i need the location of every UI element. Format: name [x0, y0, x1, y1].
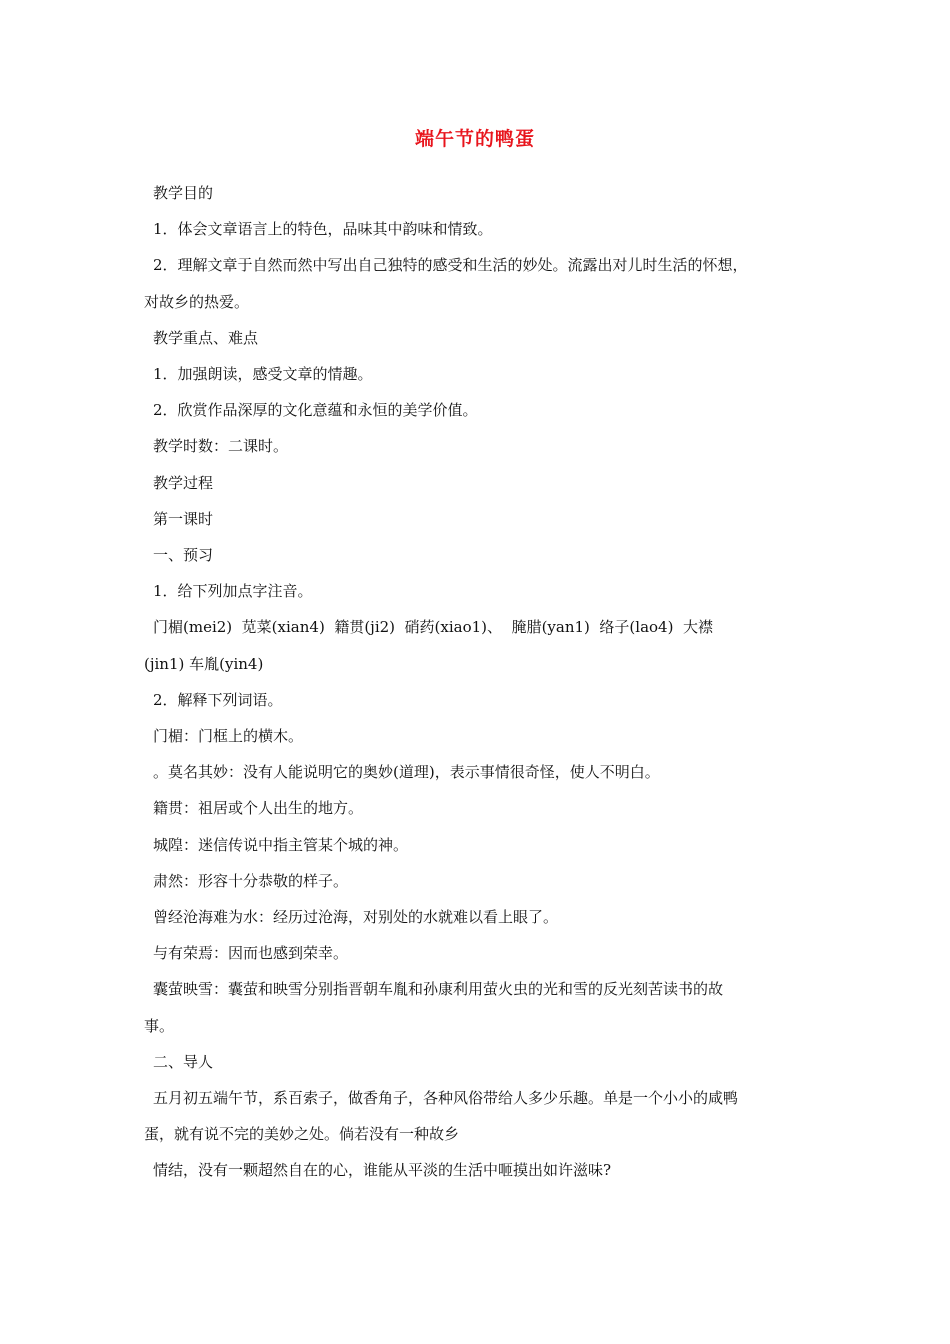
document-title: 端午节的鸭蛋 — [414, 128, 535, 150]
section-heading-key-points: 教学重点、难点 — [153, 328, 259, 347]
section-heading-process: 教学过程 — [153, 473, 214, 492]
pinyin-list-continued: (jin1) 车胤(yin4) — [144, 654, 264, 673]
definition-nangying: 囊萤映雪：囊萤和映雪分别指晋朝车胤和孙康利用萤火虫的光和雪的反光刻苦读书的故 — [153, 980, 724, 999]
objective-item-2-continued: 对故乡的热爱。 — [144, 292, 250, 311]
lesson-heading-first: 第一课时 — [153, 509, 214, 528]
intro-paragraph-line-1: 五月初五端午节，系百索子，做香角子，各种风俗带给人多少乐趣。单是一个小小的咸鸭 — [153, 1089, 739, 1108]
key-point-item-2: 2．欣赏作品深厚的文化意蕴和永恒的美学价值。 — [153, 401, 478, 420]
objective-item-2: 2．理解文章于自然而然中写出自己独特的感受和生活的妙处。流露出对儿时生活的怀想， — [153, 256, 748, 275]
subsection-heading-intro: 二、导人 — [153, 1052, 214, 1071]
section-heading-objectives: 教学目的 — [153, 184, 214, 202]
definition-cangjing: 曾经沧海难为水：经历过沧海，对别处的水就难以看上眼了。 — [153, 908, 559, 927]
definition-nangying-continued: 事。 — [144, 1016, 175, 1035]
definition-mominqimiao: 。莫名其妙：没有人能说明它的奥妙(道理)，表示事情很奇怪，使人不明白。 — [153, 763, 660, 782]
pinyin-list: 门楣(mei2) 苋菜(xian4) 籍贯(ji2) 硝药(xiao1)、 腌腊(yan1) 络子(lao4) 大襟 — [153, 618, 713, 637]
definition-chenghuang: 城隍：迷信传说中指主管某个城的神。 — [153, 835, 409, 854]
definition-suran: 肃然：形容十分恭敬的样子。 — [153, 871, 349, 890]
objective-item-1: 1．体会文章语言上的特色，品味其中韵味和情致。 — [153, 220, 493, 239]
teaching-hours: 教学时数：二课时。 — [153, 437, 289, 456]
subsection-heading-preview: 一、预习 — [153, 546, 214, 565]
preview-task-1: 1．给下列加点字注音。 — [153, 582, 313, 601]
preview-task-2: 2．解释下列词语。 — [153, 690, 283, 709]
intro-paragraph-line-2: 蛋，就有说不完的美妙之处。倘若没有一种故乡 — [144, 1125, 460, 1144]
document-body — [144, 175, 814, 1189]
definition-yuyourongyan: 与有荣焉：因而也感到荣幸。 — [153, 944, 349, 963]
definition-jiguan: 籍贯：祖居或个人出生的地方。 — [153, 799, 364, 818]
intro-paragraph-line-3: 情结，没有一颗超然自在的心，谁能从平淡的生活中咂摸出如许滋味? — [153, 1161, 612, 1180]
key-point-item-1: 1．加强朗读，感受文章的情趣。 — [153, 365, 373, 384]
definition-menmei: 门楣：门框上的横木。 — [153, 727, 304, 746]
